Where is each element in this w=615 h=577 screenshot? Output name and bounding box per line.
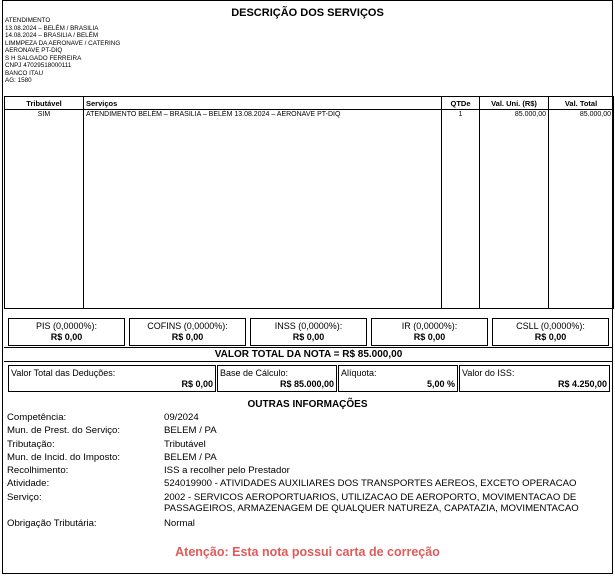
- csll-label: CSLL (0,0000%):: [516, 321, 585, 331]
- inss-label: INSS (0,0000%):: [274, 321, 343, 331]
- info-row: [7, 492, 607, 515]
- service-notes: [5, 17, 120, 85]
- info-row: [7, 439, 607, 451]
- pis-box: [8, 318, 125, 346]
- obrigacao-value: Normal: [164, 517, 195, 529]
- aliquota-box: [338, 365, 458, 392]
- mun-incid-label: Mun. de Incid. do Imposto:: [7, 451, 121, 463]
- calc-row: [4, 365, 613, 393]
- aliquota-value: 5,00 %: [426, 379, 455, 389]
- competencia-value: 09/2024: [164, 412, 199, 423]
- inss-value: R$ 0,00: [292, 332, 325, 342]
- note-line: LIMMPEZA DA AERONAVE / CATERING: [5, 39, 121, 47]
- services-title: DESCRIÇÃO DOS SERVIÇOS: [231, 7, 384, 19]
- table-header-row: [5, 97, 614, 110]
- pis-value: R$ 0,00: [50, 332, 83, 342]
- base-box: [217, 365, 337, 392]
- deducoes-box: [8, 365, 216, 392]
- servico-value: 2002 - SERVICOS AEROPORTUARIOS, UTILIZACAO DE AEROPORTO, MOVIMENTACAO DE PASSAGEIROS, ARMAZENAGEM DE QUALQUER NATUREZA, CAPATAZIA, MOVIMENTACAO: [164, 491, 579, 515]
- note-line: ATENDIMENTO: [5, 17, 51, 24]
- invoice-frame: [2, 0, 613, 574]
- base-value: R$ 85.000,00: [279, 379, 334, 389]
- other-info-title: OUTRAS INFORMAÇÕES: [247, 399, 368, 410]
- iss-label: Valor do ISS:: [462, 368, 515, 378]
- note-line: BANCO ITAU: [5, 69, 44, 77]
- info-row: [7, 425, 607, 437]
- cell-val-uni: 85.000,00: [480, 110, 549, 309]
- iss-value: R$ 4.250,00: [557, 379, 607, 389]
- cofins-box: [129, 318, 246, 346]
- col-val-total: Val. Total: [549, 97, 614, 110]
- info-row: [7, 465, 607, 477]
- servico-label: Serviço:: [7, 491, 42, 503]
- col-val-uni: Val. Uni. (R$): [480, 97, 549, 110]
- aliquota-label: Alíquota:: [341, 368, 377, 378]
- note-line: 13.08.2024 – BELÉM / BRASILIA: [5, 24, 99, 32]
- total-value: VALOR TOTAL DA NOTA = R$ 85.000,00: [4, 347, 613, 362]
- col-servicos: Serviços: [84, 97, 442, 110]
- inss-box: [250, 318, 367, 346]
- base-label: Base de Cálculo:: [220, 368, 289, 378]
- cell-tributavel: SIM: [5, 110, 84, 309]
- info-row: [7, 452, 607, 464]
- other-info: [7, 412, 607, 531]
- note-line: 14.08.2024 – BRASILIA / BELÉM: [5, 32, 99, 39]
- note-line: S H SALGADO FERREIRA: [5, 54, 82, 62]
- ir-label: IR (0,0000%):: [401, 321, 458, 331]
- cell-servico: ATENDIMENTO BELÉM – BRASILIA – BELÉM 13.08.2024 – AERONAVE PT-DIQ: [84, 110, 442, 309]
- ir-box: [371, 318, 488, 346]
- cell-qtde: 1: [442, 110, 480, 309]
- tributacao-value: Tributável: [164, 438, 206, 450]
- deducoes-label: Valor Total das Deduções:: [11, 368, 116, 378]
- col-tributavel: Tributável: [5, 97, 84, 110]
- ir-value: R$ 0,00: [413, 332, 446, 342]
- col-qtde: QTDe: [442, 97, 480, 110]
- info-row: [7, 412, 607, 424]
- info-row: [7, 478, 607, 490]
- iss-box: [459, 365, 610, 392]
- mun-prest-value: BELEM / PA: [164, 425, 217, 437]
- services-table: [4, 96, 614, 309]
- competencia-label: Competência:: [7, 412, 67, 423]
- info-row: [7, 518, 607, 530]
- cofins-value: R$ 0,00: [171, 332, 204, 342]
- tributacao-label: Tributação:: [7, 438, 55, 450]
- mun-prest-label: Mun. de Prest. do Serviço:: [7, 425, 121, 437]
- mun-incid-value: BELEM / PA: [164, 451, 217, 463]
- cell-val-total: 85.000,00: [549, 110, 614, 309]
- csll-value: R$ 0,00: [534, 332, 567, 342]
- note-line: AERONAVE PT-DIQ: [5, 47, 63, 54]
- taxes-row: [4, 318, 613, 346]
- deducoes-value: R$ 0,00: [181, 379, 213, 389]
- atividade-value: 524019900 - ATIVIDADES AUXILIARES DOS TRANSPORTES AEREOS, EXCETO OPERACAO: [164, 478, 577, 490]
- atividade-label: Atividade:: [7, 478, 50, 490]
- table-row: [5, 110, 614, 309]
- note-line: CNPJ 47029518000111: [5, 62, 72, 69]
- correction-warning: Atenção: Esta nota possui carta de correção: [175, 545, 440, 559]
- cofins-label: COFINS (0,0000%):: [147, 321, 228, 331]
- csll-box: [492, 318, 609, 346]
- note-line: AG: 1580: [5, 77, 32, 84]
- obrigacao-label: Obrigação Tributária:: [7, 517, 97, 529]
- pis-label: PIS (0,0000%):: [35, 321, 98, 331]
- recolhimento-value: ISS a recolher pelo Prestador: [164, 465, 290, 477]
- recolhimento-label: Recolhimento:: [7, 465, 69, 477]
